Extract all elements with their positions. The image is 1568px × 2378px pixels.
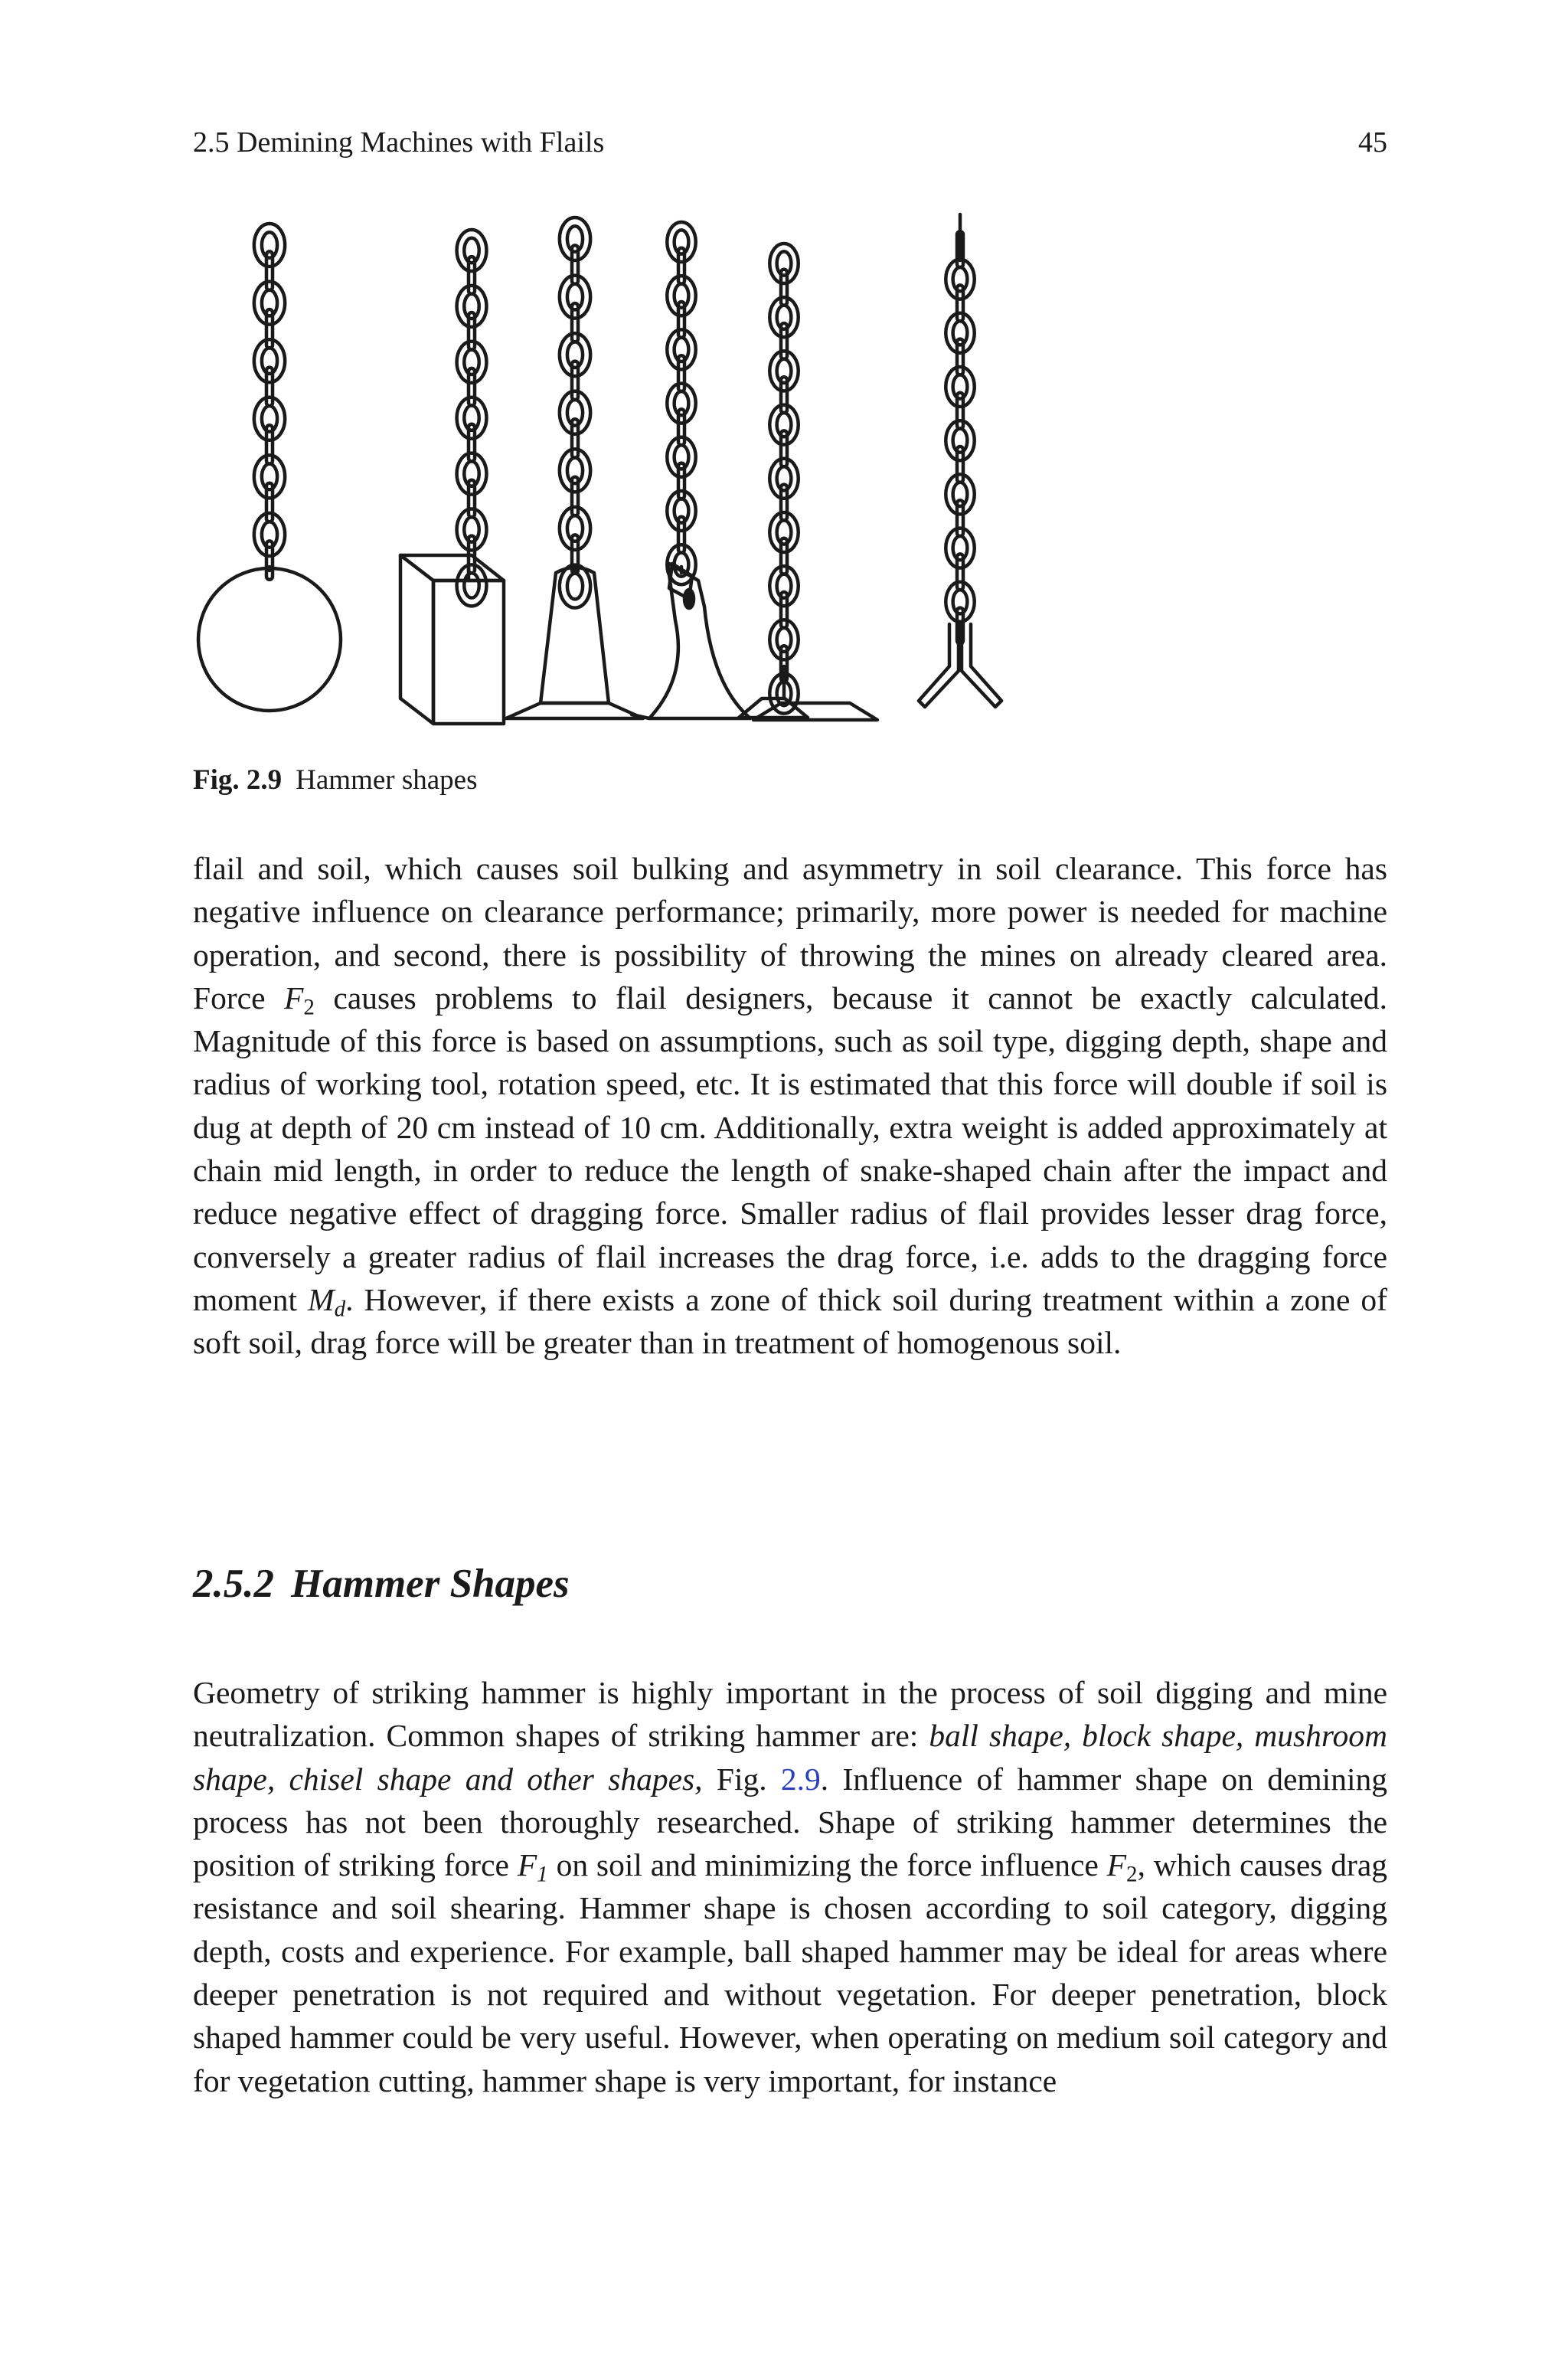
- chain-link-inner: [777, 413, 792, 437]
- chain-link-inner: [675, 499, 689, 522]
- paragraph-2: Geometry of striking hammer is highly important in the process of soil digging and mine neutralization. Common shapes of striking hammer are: ball shape, block shape, mushroom shape, chisel shape and other shapes, Fig. 2.9. Influence of hammer shape on demining process has not been thoroughly researched. Shape of striking hammer determines the position of striking force $F_1$ on soil and minimizing the force influence $F_2$, which causes drag resistance and soil shearing. Hammer shape is chosen according to soil category, digging depth, costs and experience. For example, ball shaped hammer may be ideal for areas where deeper penetration is not required and without vegetation. For deeper penetration, block shaped hammer could be very useful. However, when operating on medium soil category and for vegetation cutting, hammer shape is very important, for instance: [193, 1675, 1387, 2098]
- chain-link: [769, 405, 798, 445]
- section-number: 2.5.2: [193, 1562, 274, 1606]
- chain-link-inner: [777, 628, 792, 652]
- figure-reference-link[interactable]: 2.9: [780, 1761, 821, 1797]
- chain-link-inner: [953, 536, 968, 560]
- chain-link: [254, 455, 285, 498]
- chain-link-inner: [777, 359, 792, 383]
- chain-link-inner: [953, 482, 968, 506]
- chain-link-inner: [953, 375, 968, 398]
- chain-link-inner: [464, 406, 479, 430]
- paragraph-1: flail and soil, which causes soil bulking and asymmetry in soil clearance. This force has negative influence on clearance performance; primarily, more power is needed for machine operation, and second, there is possibility of throwing the mines on already cleared area. Force $F_2$ causes problems to flail designers, because it cannot be exactly calculated. Magnitude of this force is based on assumptions, such as soil type, digging depth, shape and radius of working tool, rotation speed, etc. It is estimated that this force will double if soil is dug at depth of 20 cm instead of 10 cm. Additionally, extra weight is added approximately at chain mid length, in order to reduce the length of snake-shaped chain after the impact and reduce negative effect of dragging force. Smaller radius of flail provides lesser drag force, conversely a greater radius of flail increases the drag force, i.e. adds to the dragging force moment $M_d$. However, if there exists a zone of thick soil during treatment within a zone of soft soil, drag force will be greater than in treatment of homogenous soil.: [193, 851, 1388, 1361]
- chain-link-inner: [464, 294, 479, 319]
- chain-link-inner: [953, 429, 968, 453]
- chain-link-inner: [262, 290, 277, 316]
- chain-link: [769, 566, 798, 606]
- chain-link: [457, 397, 487, 439]
- chain-link: [254, 397, 285, 440]
- hammer-shapes-figure: [184, 207, 1393, 743]
- ball-hammer: [198, 224, 341, 711]
- chain-link-inner: [777, 574, 792, 598]
- chain-link-inner: [675, 391, 689, 415]
- chain-link: [946, 420, 974, 460]
- chain-link-inner: [953, 590, 968, 613]
- chain-link: [769, 297, 798, 337]
- chain-link-inner: [262, 464, 277, 490]
- chain-link: [769, 459, 798, 499]
- chain-link: [667, 437, 695, 477]
- chain-link: [457, 453, 487, 495]
- running-head: [193, 121, 1387, 164]
- chain-link: [946, 260, 974, 299]
- chain-link: [946, 313, 974, 353]
- chain-link-inner: [777, 520, 792, 544]
- chain-link: [667, 329, 695, 369]
- chain-link: [560, 218, 590, 260]
- chain-link-inner: [567, 400, 583, 426]
- chain-link-inner: [777, 251, 792, 275]
- chain-link: [769, 351, 798, 391]
- chain-link-inner: [567, 226, 583, 252]
- chain-link-inner: [675, 445, 689, 469]
- chain-link: [560, 276, 590, 319]
- fork-hammer: [919, 231, 1001, 707]
- chain-link: [254, 339, 285, 382]
- chain-link-inner: [567, 515, 583, 541]
- chain-link: [946, 474, 974, 514]
- chain-link-inner: [567, 342, 583, 368]
- chain-link: [457, 342, 487, 383]
- page-number: 45: [1358, 126, 1387, 159]
- chain-link-inner: [953, 321, 968, 345]
- chain-link: [667, 491, 695, 531]
- chain-link: [254, 282, 285, 325]
- figure-caption-text: Hammer shapes: [296, 764, 478, 796]
- chain-link: [769, 620, 798, 659]
- chain-link-inner: [262, 232, 277, 258]
- block-hammer: [400, 230, 504, 724]
- chain-link: [946, 367, 974, 407]
- chain-link: [946, 528, 974, 568]
- chain-link: [667, 222, 695, 262]
- chain-link-inner: [464, 461, 479, 486]
- chain-link: [457, 286, 487, 327]
- section-header: 2.5 Demining Machines with Flails: [193, 126, 605, 159]
- chain-link: [560, 507, 590, 550]
- chain-link-inner: [262, 348, 277, 374]
- chain-link: [560, 449, 590, 492]
- chain-link: [769, 512, 798, 552]
- chain-link-inner: [777, 466, 792, 490]
- hammer-shapes-list: ball shape, block shape, mushroom shape, chisel shape and other shapes,: [193, 1718, 1387, 1797]
- chain-link-inner: [464, 350, 479, 375]
- chain-link: [254, 513, 285, 556]
- chain-link: [457, 509, 487, 551]
- figure-caption: [193, 761, 477, 800]
- chain-link: [560, 333, 590, 376]
- chain-link-inner: [464, 517, 479, 541]
- chain-link-inner: [777, 306, 792, 329]
- chain-link-inner: [567, 458, 583, 484]
- chain-link: [946, 582, 974, 622]
- section-heading: [193, 1559, 570, 1608]
- chain-link-inner: [567, 574, 583, 600]
- chain-link: [560, 391, 590, 434]
- chain-link-inner: [953, 267, 968, 291]
- chain-link: [254, 224, 285, 267]
- chain-link-inner: [567, 284, 583, 310]
- chain-link-inner: [675, 284, 689, 308]
- chain-link: [667, 276, 695, 316]
- chain-link: [457, 230, 487, 271]
- section-title: Hammer Shapes: [291, 1562, 570, 1606]
- chain-link-inner: [262, 406, 277, 432]
- chain-link: [667, 384, 695, 424]
- chain-link: [457, 564, 487, 606]
- mushroom-hammer: [506, 218, 643, 718]
- flat-base-hammer: [739, 244, 877, 720]
- figure-label: Fig. 2.9: [193, 764, 283, 796]
- chain-link-inner: [464, 573, 479, 597]
- chain-link-inner: [675, 338, 689, 361]
- chain-link-inner: [675, 230, 689, 254]
- chain-link: [769, 244, 798, 283]
- chisel-hammer: [632, 222, 750, 718]
- chain-link-inner: [262, 522, 277, 548]
- chain-link-inner: [464, 238, 479, 263]
